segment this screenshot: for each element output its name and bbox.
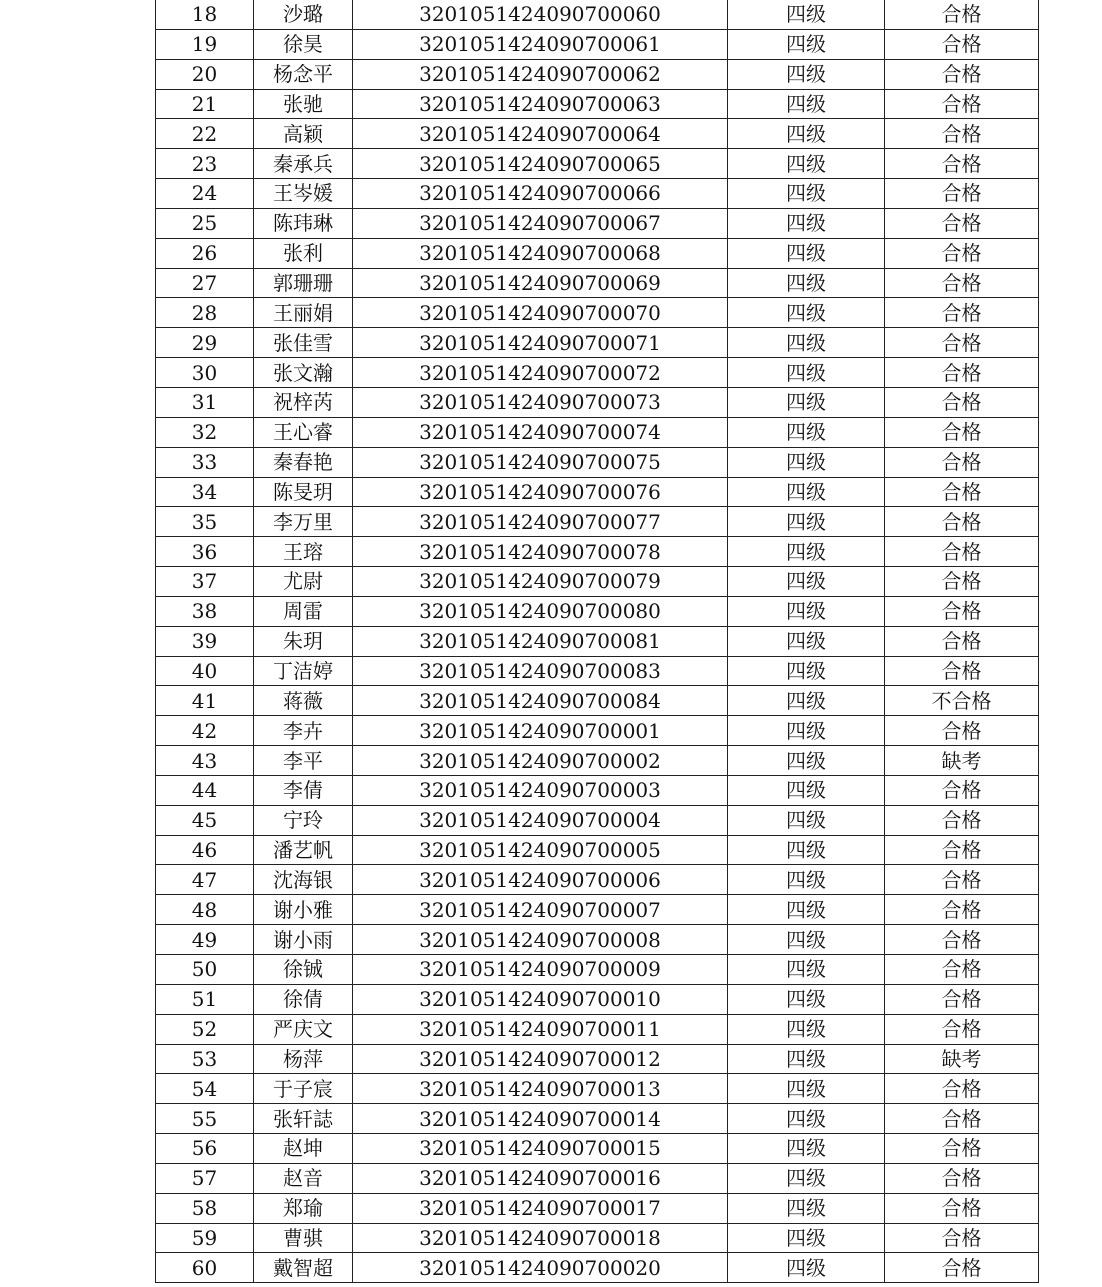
certificate-number-cell: 3201051424090700020 <box>353 1253 728 1283</box>
row-number-cell: 23 <box>156 149 254 179</box>
level-cell: 四级 <box>728 447 885 477</box>
table-row <box>156 1104 1039 1134</box>
row-number-cell: 56 <box>156 1134 254 1164</box>
certificate-number-cell: 3201051424090700061 <box>353 29 728 59</box>
result-cell: 合格 <box>885 1223 1039 1253</box>
candidate-name-cell: 朱玥 <box>254 626 353 656</box>
result-cell: 合格 <box>885 567 1039 597</box>
level-cell: 四级 <box>728 179 885 209</box>
table-row <box>156 775 1039 805</box>
row-number-cell: 54 <box>156 1074 254 1104</box>
row-number-cell: 38 <box>156 596 254 626</box>
table-row <box>156 805 1039 835</box>
row-number-cell: 47 <box>156 865 254 895</box>
result-cell: 合格 <box>885 835 1039 865</box>
certificate-number-cell: 3201051424090700080 <box>353 596 728 626</box>
level-cell: 四级 <box>728 925 885 955</box>
result-cell: 合格 <box>885 1163 1039 1193</box>
candidate-name-cell: 徐昊 <box>254 29 353 59</box>
candidate-name-cell: 沙璐 <box>254 0 353 29</box>
row-number-cell: 49 <box>156 925 254 955</box>
certificate-number-cell: 3201051424090700011 <box>353 1014 728 1044</box>
table-row <box>156 1014 1039 1044</box>
row-number-cell: 29 <box>156 328 254 358</box>
level-cell: 四级 <box>728 746 885 776</box>
candidate-name-cell: 张文瀚 <box>254 358 353 388</box>
certificate-number-cell: 3201051424090700013 <box>353 1074 728 1104</box>
table-row <box>156 298 1039 328</box>
table-row <box>156 1163 1039 1193</box>
table-row <box>156 208 1039 238</box>
table-row <box>156 716 1039 746</box>
table-row <box>156 387 1039 417</box>
row-number-cell: 60 <box>156 1253 254 1283</box>
candidate-name-cell: 陈玮琳 <box>254 208 353 238</box>
level-cell: 四级 <box>728 716 885 746</box>
certificate-number-cell: 3201051424090700081 <box>353 626 728 656</box>
row-number-cell: 36 <box>156 537 254 567</box>
table-row <box>156 268 1039 298</box>
table-row <box>156 507 1039 537</box>
result-cell: 合格 <box>885 238 1039 268</box>
level-cell: 四级 <box>728 507 885 537</box>
table-row <box>156 537 1039 567</box>
result-cell: 合格 <box>885 1014 1039 1044</box>
level-cell: 四级 <box>728 89 885 119</box>
row-number-cell: 26 <box>156 238 254 268</box>
row-number-cell: 46 <box>156 835 254 865</box>
row-number-cell: 19 <box>156 29 254 59</box>
table-row <box>156 179 1039 209</box>
certificate-number-cell: 3201051424090700018 <box>353 1223 728 1253</box>
certificate-number-cell: 3201051424090700069 <box>353 268 728 298</box>
row-number-cell: 57 <box>156 1163 254 1193</box>
level-cell: 四级 <box>728 149 885 179</box>
result-cell: 合格 <box>885 358 1039 388</box>
certificate-number-cell: 3201051424090700002 <box>353 746 728 776</box>
result-cell: 缺考 <box>885 746 1039 776</box>
certificate-number-cell: 3201051424090700062 <box>353 59 728 89</box>
level-cell: 四级 <box>728 268 885 298</box>
table-row <box>156 149 1039 179</box>
certificate-number-cell: 3201051424090700012 <box>353 1044 728 1074</box>
result-cell: 合格 <box>885 626 1039 656</box>
level-cell: 四级 <box>728 596 885 626</box>
table-row <box>156 835 1039 865</box>
candidate-name-cell: 王岑媛 <box>254 179 353 209</box>
level-cell: 四级 <box>728 626 885 656</box>
level-cell: 四级 <box>728 1163 885 1193</box>
certificate-number-cell: 3201051424090700003 <box>353 775 728 805</box>
certificate-number-cell: 3201051424090700017 <box>353 1193 728 1223</box>
row-number-cell: 30 <box>156 358 254 388</box>
level-cell: 四级 <box>728 1044 885 1074</box>
certificate-number-cell: 3201051424090700066 <box>353 179 728 209</box>
row-number-cell: 44 <box>156 775 254 805</box>
row-number-cell: 48 <box>156 895 254 925</box>
level-cell: 四级 <box>728 656 885 686</box>
certificate-number-cell: 3201051424090700063 <box>353 89 728 119</box>
level-cell: 四级 <box>728 0 885 29</box>
result-cell: 合格 <box>885 179 1039 209</box>
certificate-number-cell: 3201051424090700010 <box>353 984 728 1014</box>
table-row <box>156 358 1039 388</box>
candidate-name-cell: 尤尉 <box>254 567 353 597</box>
candidate-name-cell: 王丽娟 <box>254 298 353 328</box>
level-cell: 四级 <box>728 29 885 59</box>
certificate-number-cell: 3201051424090700016 <box>353 1163 728 1193</box>
level-cell: 四级 <box>728 895 885 925</box>
candidate-name-cell: 秦春艳 <box>254 447 353 477</box>
row-number-cell: 34 <box>156 477 254 507</box>
result-cell: 合格 <box>885 59 1039 89</box>
result-cell: 合格 <box>885 328 1039 358</box>
row-number-cell: 31 <box>156 387 254 417</box>
result-cell: 合格 <box>885 895 1039 925</box>
table-row <box>156 29 1039 59</box>
row-number-cell: 53 <box>156 1044 254 1074</box>
level-cell: 四级 <box>728 1074 885 1104</box>
result-cell: 合格 <box>885 805 1039 835</box>
level-cell: 四级 <box>728 686 885 716</box>
candidate-name-cell: 王瑢 <box>254 537 353 567</box>
result-cell: 合格 <box>885 477 1039 507</box>
candidate-name-cell: 李平 <box>254 746 353 776</box>
candidate-name-cell: 杨萍 <box>254 1044 353 1074</box>
candidate-name-cell: 郭珊珊 <box>254 268 353 298</box>
candidate-name-cell: 陈旻玥 <box>254 477 353 507</box>
result-cell: 合格 <box>885 1134 1039 1164</box>
result-cell: 合格 <box>885 119 1039 149</box>
result-cell: 合格 <box>885 149 1039 179</box>
candidate-name-cell: 李倩 <box>254 775 353 805</box>
candidate-name-cell: 谢小雅 <box>254 895 353 925</box>
candidate-name-cell: 蒋薇 <box>254 686 353 716</box>
table-row <box>156 656 1039 686</box>
row-number-cell: 25 <box>156 208 254 238</box>
certificate-number-cell: 3201051424090700005 <box>353 835 728 865</box>
level-cell: 四级 <box>728 984 885 1014</box>
certificate-number-cell: 3201051424090700079 <box>353 567 728 597</box>
result-cell: 合格 <box>885 537 1039 567</box>
row-number-cell: 20 <box>156 59 254 89</box>
table-row <box>156 895 1039 925</box>
result-cell: 合格 <box>885 1193 1039 1223</box>
row-number-cell: 18 <box>156 0 254 29</box>
table-row <box>156 59 1039 89</box>
table-row <box>156 925 1039 955</box>
certificate-number-cell: 3201051424090700074 <box>353 417 728 447</box>
level-cell: 四级 <box>728 1104 885 1134</box>
level-cell: 四级 <box>728 119 885 149</box>
result-cell: 合格 <box>885 656 1039 686</box>
result-cell: 合格 <box>885 89 1039 119</box>
certificate-number-cell: 3201051424090700083 <box>353 656 728 686</box>
candidate-name-cell: 李卉 <box>254 716 353 746</box>
candidate-name-cell: 王心睿 <box>254 417 353 447</box>
candidate-name-cell: 宁玲 <box>254 805 353 835</box>
level-cell: 四级 <box>728 775 885 805</box>
table-row <box>156 626 1039 656</box>
candidate-name-cell: 戴智超 <box>254 1253 353 1283</box>
row-number-cell: 45 <box>156 805 254 835</box>
level-cell: 四级 <box>728 567 885 597</box>
candidate-name-cell: 曹骐 <box>254 1223 353 1253</box>
certificate-number-cell: 3201051424090700001 <box>353 716 728 746</box>
row-number-cell: 43 <box>156 746 254 776</box>
result-cell: 合格 <box>885 1253 1039 1283</box>
table-row <box>156 89 1039 119</box>
level-cell: 四级 <box>728 477 885 507</box>
table-row <box>156 328 1039 358</box>
candidate-name-cell: 张轩誌 <box>254 1104 353 1134</box>
table-row <box>156 746 1039 776</box>
result-cell: 合格 <box>885 716 1039 746</box>
certificate-number-cell: 3201051424090700070 <box>353 298 728 328</box>
results-table <box>155 0 1039 1283</box>
result-cell: 不合格 <box>885 686 1039 716</box>
row-number-cell: 51 <box>156 984 254 1014</box>
level-cell: 四级 <box>728 358 885 388</box>
level-cell: 四级 <box>728 1014 885 1044</box>
level-cell: 四级 <box>728 955 885 985</box>
result-cell: 合格 <box>885 0 1039 29</box>
candidate-name-cell: 潘艺帆 <box>254 835 353 865</box>
row-number-cell: 55 <box>156 1104 254 1134</box>
candidate-name-cell: 谢小雨 <box>254 925 353 955</box>
candidate-name-cell: 杨念平 <box>254 59 353 89</box>
row-number-cell: 28 <box>156 298 254 328</box>
candidate-name-cell: 赵音 <box>254 1163 353 1193</box>
certificate-number-cell: 3201051424090700078 <box>353 537 728 567</box>
result-cell: 合格 <box>885 29 1039 59</box>
table-row <box>156 0 1039 29</box>
level-cell: 四级 <box>728 59 885 89</box>
row-number-cell: 40 <box>156 656 254 686</box>
result-cell: 合格 <box>885 507 1039 537</box>
certificate-number-cell: 3201051424090700007 <box>353 895 728 925</box>
level-cell: 四级 <box>728 1253 885 1283</box>
result-cell: 合格 <box>885 208 1039 238</box>
result-cell: 合格 <box>885 268 1039 298</box>
candidate-name-cell: 李万里 <box>254 507 353 537</box>
certificate-number-cell: 3201051424090700006 <box>353 865 728 895</box>
table-row <box>156 984 1039 1014</box>
row-number-cell: 58 <box>156 1193 254 1223</box>
row-number-cell: 42 <box>156 716 254 746</box>
result-cell: 合格 <box>885 596 1039 626</box>
candidate-name-cell: 徐铖 <box>254 955 353 985</box>
table-row <box>156 417 1039 447</box>
row-number-cell: 59 <box>156 1223 254 1253</box>
certificate-number-cell: 3201051424090700064 <box>353 119 728 149</box>
certificate-number-cell: 3201051424090700014 <box>353 1104 728 1134</box>
candidate-name-cell: 高颖 <box>254 119 353 149</box>
certificate-number-cell: 3201051424090700008 <box>353 925 728 955</box>
table-row <box>156 119 1039 149</box>
candidate-name-cell: 张佳雪 <box>254 328 353 358</box>
certificate-number-cell: 3201051424090700076 <box>353 477 728 507</box>
certificate-number-cell: 3201051424090700004 <box>353 805 728 835</box>
row-number-cell: 32 <box>156 417 254 447</box>
level-cell: 四级 <box>728 537 885 567</box>
result-cell: 合格 <box>885 387 1039 417</box>
row-number-cell: 50 <box>156 955 254 985</box>
candidate-name-cell: 沈海银 <box>254 865 353 895</box>
table-row <box>156 1223 1039 1253</box>
result-cell: 合格 <box>885 865 1039 895</box>
table-row <box>156 477 1039 507</box>
level-cell: 四级 <box>728 208 885 238</box>
result-cell: 合格 <box>885 925 1039 955</box>
candidate-name-cell: 于子宸 <box>254 1074 353 1104</box>
row-number-cell: 24 <box>156 179 254 209</box>
certificate-number-cell: 3201051424090700077 <box>353 507 728 537</box>
result-cell: 合格 <box>885 1104 1039 1134</box>
result-cell: 合格 <box>885 984 1039 1014</box>
table-row <box>156 865 1039 895</box>
certificate-number-cell: 3201051424090700084 <box>353 686 728 716</box>
row-number-cell: 33 <box>156 447 254 477</box>
result-cell: 合格 <box>885 417 1039 447</box>
certificate-number-cell: 3201051424090700073 <box>353 387 728 417</box>
result-cell: 合格 <box>885 298 1039 328</box>
table-row <box>156 1134 1039 1164</box>
level-cell: 四级 <box>728 865 885 895</box>
results-table-body <box>156 0 1039 1283</box>
level-cell: 四级 <box>728 387 885 417</box>
result-cell: 合格 <box>885 955 1039 985</box>
certificate-number-cell: 3201051424090700060 <box>353 0 728 29</box>
row-number-cell: 37 <box>156 567 254 597</box>
candidate-name-cell: 张驰 <box>254 89 353 119</box>
table-row <box>156 955 1039 985</box>
certificate-number-cell: 3201051424090700065 <box>353 149 728 179</box>
certificate-number-cell: 3201051424090700015 <box>353 1134 728 1164</box>
row-number-cell: 22 <box>156 119 254 149</box>
row-number-cell: 41 <box>156 686 254 716</box>
table-row <box>156 1253 1039 1283</box>
row-number-cell: 27 <box>156 268 254 298</box>
level-cell: 四级 <box>728 298 885 328</box>
result-cell: 缺考 <box>885 1044 1039 1074</box>
table-row <box>156 686 1039 716</box>
level-cell: 四级 <box>728 1193 885 1223</box>
table-row <box>156 567 1039 597</box>
table-row <box>156 1074 1039 1104</box>
result-cell: 合格 <box>885 775 1039 805</box>
row-number-cell: 52 <box>156 1014 254 1044</box>
candidate-name-cell: 严庆文 <box>254 1014 353 1044</box>
candidate-name-cell: 张利 <box>254 238 353 268</box>
candidate-name-cell: 秦承兵 <box>254 149 353 179</box>
level-cell: 四级 <box>728 238 885 268</box>
candidate-name-cell: 丁洁婷 <box>254 656 353 686</box>
result-cell: 合格 <box>885 1074 1039 1104</box>
level-cell: 四级 <box>728 328 885 358</box>
certificate-number-cell: 3201051424090700071 <box>353 328 728 358</box>
candidate-name-cell: 郑瑜 <box>254 1193 353 1223</box>
level-cell: 四级 <box>728 805 885 835</box>
row-number-cell: 35 <box>156 507 254 537</box>
row-number-cell: 39 <box>156 626 254 656</box>
certificate-number-cell: 3201051424090700072 <box>353 358 728 388</box>
row-number-cell: 21 <box>156 89 254 119</box>
table-row <box>156 238 1039 268</box>
certificate-number-cell: 3201051424090700068 <box>353 238 728 268</box>
level-cell: 四级 <box>728 1223 885 1253</box>
table-row <box>156 1044 1039 1074</box>
candidate-name-cell: 赵坤 <box>254 1134 353 1164</box>
certificate-number-cell: 3201051424090700009 <box>353 955 728 985</box>
level-cell: 四级 <box>728 417 885 447</box>
table-row <box>156 447 1039 477</box>
table-row <box>156 1193 1039 1223</box>
candidate-name-cell: 周雷 <box>254 596 353 626</box>
certificate-number-cell: 3201051424090700067 <box>353 208 728 238</box>
level-cell: 四级 <box>728 835 885 865</box>
candidate-name-cell: 徐倩 <box>254 984 353 1014</box>
certificate-number-cell: 3201051424090700075 <box>353 447 728 477</box>
level-cell: 四级 <box>728 1134 885 1164</box>
candidate-name-cell: 祝梓芮 <box>254 387 353 417</box>
result-cell: 合格 <box>885 447 1039 477</box>
table-row <box>156 596 1039 626</box>
